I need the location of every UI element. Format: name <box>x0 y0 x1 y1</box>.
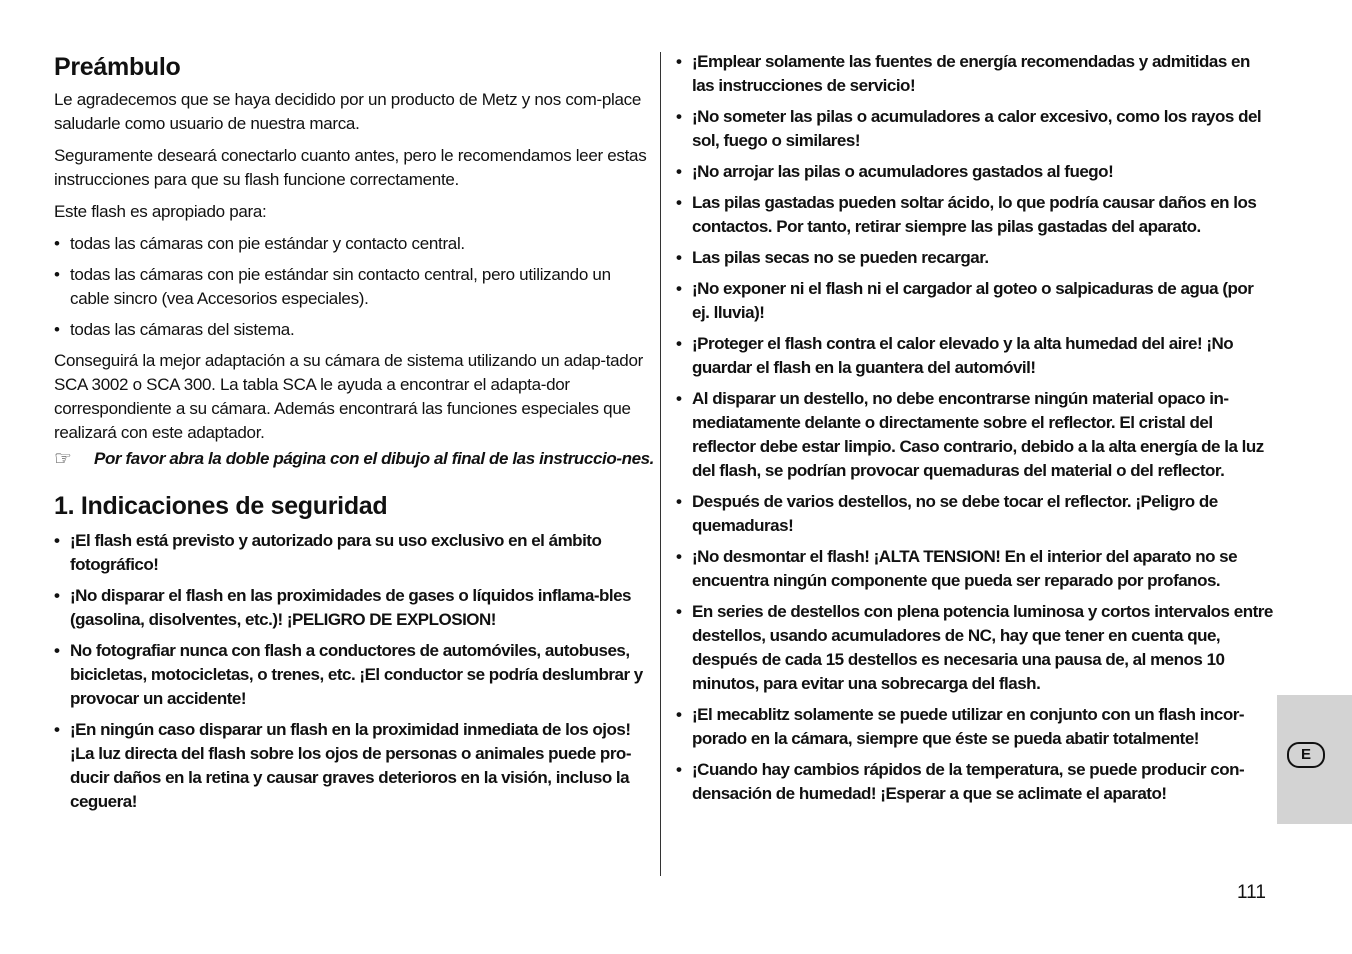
list-item: • ¡No someter las pilas o acumuladores a calor excesivo, como los rayos del sol, fuego o similares! <box>676 107 1262 150</box>
bullet: • <box>54 234 60 253</box>
list-item: • ¡Proteger el flash contra el calor elevado y la alta humedad del aire! ¡No guardar el flash en la guantera del automóvil! <box>676 334 1234 377</box>
list-item: • ¡No arrojar las pilas o acumuladores gastados al fuego! <box>676 162 1114 181</box>
list-item: • todas las cámaras del sistema. <box>54 318 654 342</box>
list-item: • Las pilas gastadas pueden soltar ácido, lo que podría causar daños en los contactos. Por tanto, retirar siempre las pilas gastadas del aparato. <box>676 193 1257 236</box>
list-item: • Las pilas secas no se pueden recargar. <box>676 248 989 267</box>
adapter-paragraph: Conseguirá la mejor adaptación a su cámara de sistema utilizando un adap-tador SCA 3002 o SCA 300. La tabla SCA le ayuda a encontrar el adapta-dor correspondiente a su cámara. Además encontrará las funciones especiales que realizará con este adaptador. <box>54 351 643 442</box>
bullet: • <box>54 265 60 284</box>
intro-paragraph: Este flash es apropiado para: <box>54 202 267 221</box>
list-item: • todas las cámaras con pie estándar y contacto central. <box>54 232 654 256</box>
list-item: • Al disparar un destello, no debe encontrarse ningún material opaco in-mediatamente delante o directamente sobre el reflector. El cristal del reflector debe estar limpio. Caso contrario, debido a la alta energía de la luz del flash, se podrían provocar quemaduras del material o del reflector. <box>676 389 1264 480</box>
list-item: • ¡No disparar el flash en las proximidades de gases o líquidos inflama-bles (gasolina, disolventes, etc.)! ¡PELIGRO DE EXPLOSION! <box>54 586 632 629</box>
language-badge: E <box>1287 742 1325 768</box>
safety-list-right <box>676 50 1274 806</box>
page-number: 111 <box>1237 882 1266 903</box>
list-item: • ¡No desmontar el flash! ¡ALTA TENSION! En el interior del aparato no se encuentra ningún componente que pueda ser reparado por profanos. <box>676 547 1238 590</box>
note-text: Por favor abra la doble página con el dibujo al final de las instruccio-nes. <box>94 449 655 468</box>
list-item: • ¡El mecablitz solamente se puede utilizar en conjunto con un flash incor-porado en la cámara, siempre que éste se pueda abatir totalmente! <box>676 705 1244 748</box>
list-item: • ¡El flash está previsto y autorizado para su uso exclusivo en el ámbito fotográfico! <box>54 531 602 574</box>
list-item: • ¡En ningún caso disparar un flash en la proximidad inmediata de los ojos! ¡La luz directa del flash sobre los ojos de personas o animales puede pro-ducir daños en la retina y causar graves deterioros en la visión, incluso la ceguera! <box>54 720 631 811</box>
list-item: • ¡Cuando hay cambios rápidos de la temperatura, se puede producir con-densación de humedad! ¡Esperar a que se aclimate el aparato! <box>676 760 1245 803</box>
intro-paragraph: Le agradecemos que se haya decidido por un producto de Metz y nos com-place saludarle como usuario de nuestra marca. <box>54 90 642 133</box>
language-tab <box>1277 695 1352 824</box>
left-column <box>54 50 654 821</box>
suitable-camera-list <box>54 232 654 342</box>
right-column <box>676 50 1274 813</box>
bullet: • <box>54 320 60 339</box>
list-item: • En series de destellos con plena potencia luminosa y cortos intervalos entre destellos, usando acumuladores de NC, hay que tener en cuenta que, después de cada 15 destellos es necesaria una pausa de, al menos 10 minutos, para evitar una sobrecarga del flash. <box>676 602 1273 693</box>
safety-list-left <box>54 529 654 814</box>
column-divider <box>660 52 661 876</box>
preamble-title: Preámbulo <box>54 53 181 81</box>
intro-paragraph: Seguramente deseará conectarlo cuanto antes, pero le recomendamos leer estas instrucciones para que su flash funcione correctamente. <box>54 146 647 189</box>
list-item: • todas las cámaras con pie estándar sin contacto central, pero utilizando un cable sincro (vea Accesorios especiales). <box>54 265 611 308</box>
pointing-hand-icon: ☞ <box>54 448 72 470</box>
safety-section-title: 1. Indicaciones de seguridad <box>54 492 388 520</box>
fold-out-note <box>54 447 654 471</box>
list-item: • ¡No exponer ni el flash ni el cargador al goteo o salpicaduras de agua (por ej. lluvia)! <box>676 279 1254 322</box>
list-item: • No fotografiar nunca con flash a conductores de automóviles, autobuses, bicicletas, motocicletas, o trenes, etc. ¡El conductor se podría deslumbrar y provocar un accidente! <box>54 641 643 708</box>
list-item: • Después de varios destellos, no se debe tocar el reflector. ¡Peligro de quemaduras! <box>676 492 1218 535</box>
list-item: • ¡Emplear solamente las fuentes de energía recomendadas y admitidas en las instrucciones de servicio! <box>676 52 1250 95</box>
